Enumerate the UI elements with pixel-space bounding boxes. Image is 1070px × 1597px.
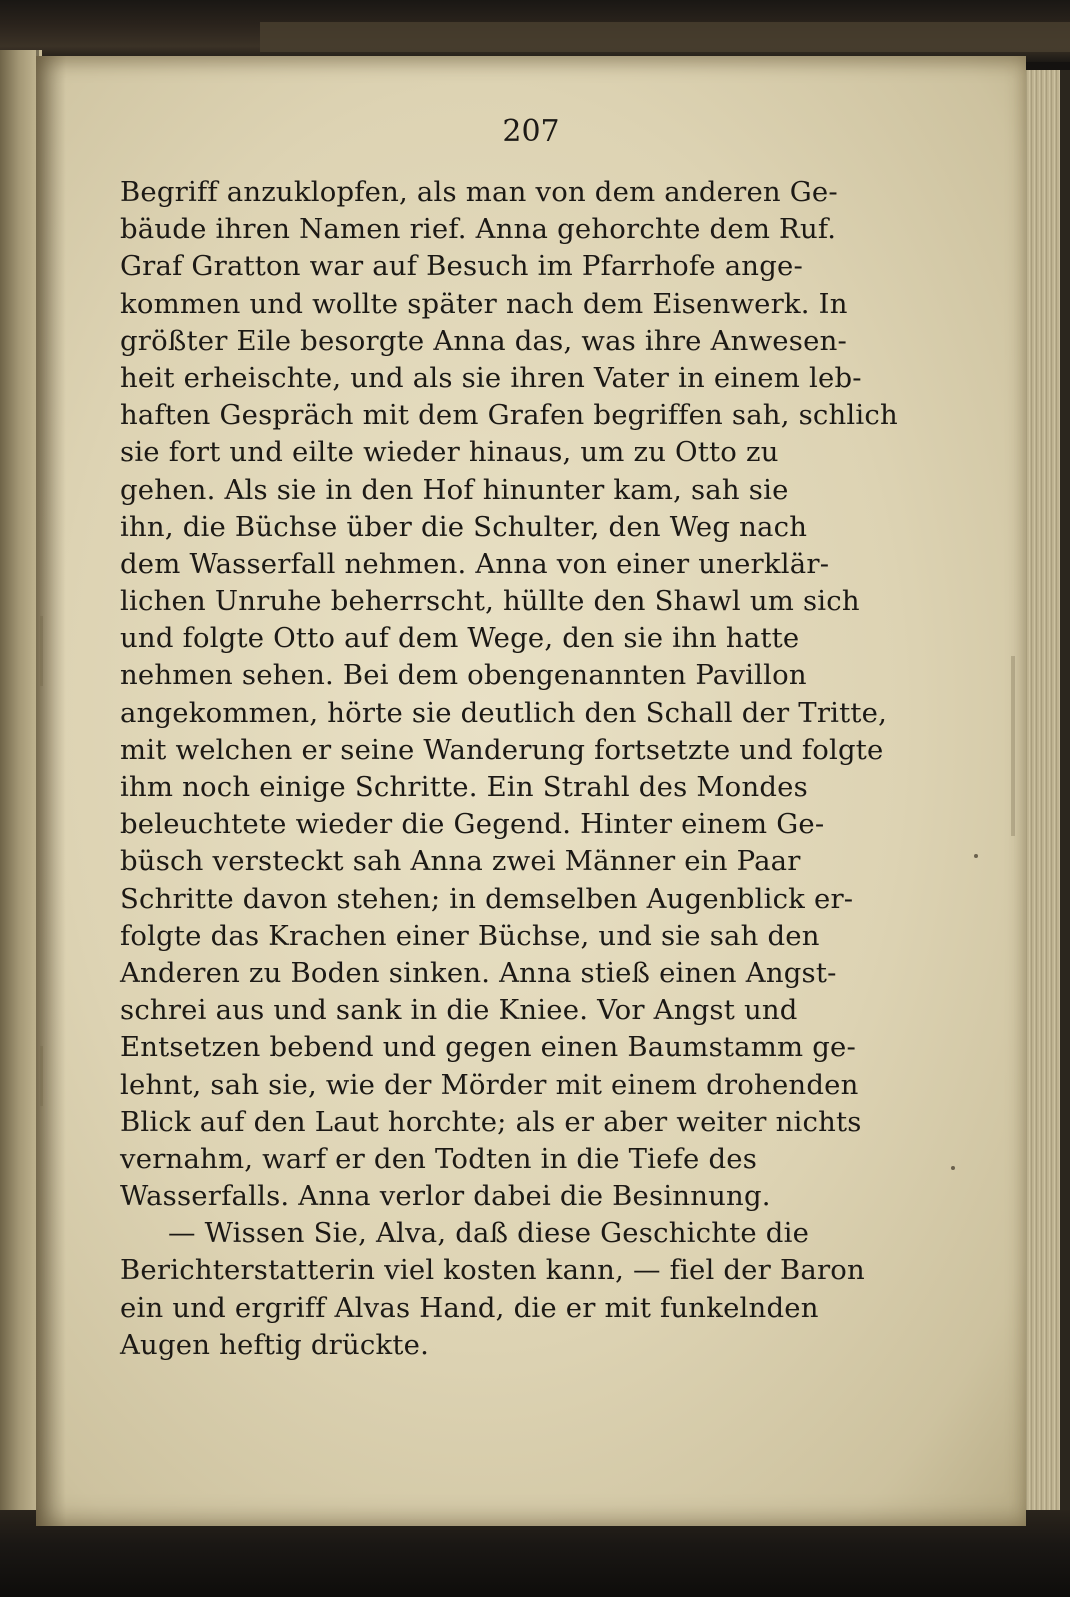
text-line: größter Eile besorgte Anna das, was ihre Anwesen- <box>120 324 847 357</box>
book-page <box>36 56 1026 1526</box>
text-line: beleuchtete wieder die Gegend. Hinter einem Ge- <box>120 808 825 841</box>
text-line: Blick auf den Laut horchte; als er aber weiter nichts <box>120 1105 862 1138</box>
margin-mark <box>40 616 43 686</box>
text-line: Augen heftig drückte. <box>120 1328 430 1361</box>
text-line: lichen Unruhe beherrscht, hüllte den Shawl um sich <box>120 585 860 618</box>
text-line: gehen. Als sie in den Hof hinunter kam, sah sie <box>120 473 789 506</box>
text-line: und folgte Otto auf dem Wege, den sie ihn hatte <box>120 622 800 655</box>
text-line: ihm noch einige Schritte. Ein Strahl des Mondes <box>120 771 808 803</box>
text-line: folgte das Krachen einer Büchse, und sie sah den <box>120 919 820 952</box>
text-line: — Wissen Sie, Alva, daß diese Geschichte die <box>168 1217 810 1250</box>
text-line: büsch versteckt sah Anna zwei Männer ein Paar <box>120 845 801 878</box>
text-line: Berichterstatterin viel kosten kann, — fiel der Baron <box>120 1254 865 1287</box>
margin-mark <box>40 1046 43 1106</box>
text-line: dem Wasserfall nehmen. Anna von einer unerklär- <box>120 547 830 580</box>
page-number: 207 <box>502 114 560 149</box>
text-line: vernahm, warf er den Todten in die Tiefe des <box>120 1142 758 1175</box>
text-line: Begriff anzuklopfen, als man von dem anderen Ge- <box>120 176 838 208</box>
text-line: kommen und wollte später nach dem Eisenwerk. In <box>120 287 848 320</box>
text-line: haften Gespräch mit dem Grafen begriffen sah, schlich <box>120 399 898 432</box>
text-line: ihn, die Büchse über die Schulter, den Weg nach <box>120 510 808 543</box>
text-line: lehnt, sah sie, wie der Mörder mit einem drohenden <box>120 1068 859 1101</box>
text-line: nehmen sehen. Bei dem obengenannten Pavillon <box>120 659 807 692</box>
text-line: mit welchen er seine Wanderung fortsetzte und folgte <box>120 733 884 766</box>
paper-speck <box>974 854 978 858</box>
binding-band <box>260 22 1070 52</box>
text-line: sie fort und eilte wieder hinaus, um zu Otto zu <box>120 436 779 469</box>
text-line: Wasserfalls. Anna verlor dabei die Besinnung. <box>120 1180 771 1213</box>
text-line: schrei aus und sank in die Kniee. Vor Angst und <box>120 994 798 1027</box>
text-line: bäude ihren Namen rief. Anna gehorchte dem Ruf. <box>120 213 837 246</box>
text-line: Entsetzen bebend und gegen einen Baumstamm ge- <box>120 1031 857 1064</box>
text-line: heit erheischte, und als sie ihren Vater in einem leb- <box>120 361 862 394</box>
text-line: Graf Gratton war auf Besuch im Pfarrhofe ange- <box>120 250 803 283</box>
text-line: angekommen, hörte sie deutlich den Schall der Tritte, <box>120 696 888 729</box>
text-line: ein und ergriff Alvas Hand, die er mit funkelnden <box>120 1291 819 1324</box>
text-line: Anderen zu Boden sinken. Anna stieß einen Angst- <box>120 956 837 989</box>
text-line: Schritte davon stehen; in demselben Augenblick er- <box>120 882 854 915</box>
paper-speck <box>951 1166 955 1170</box>
spine-shadow <box>36 56 66 1526</box>
body-text <box>120 174 926 1364</box>
margin-mark <box>1011 656 1015 836</box>
